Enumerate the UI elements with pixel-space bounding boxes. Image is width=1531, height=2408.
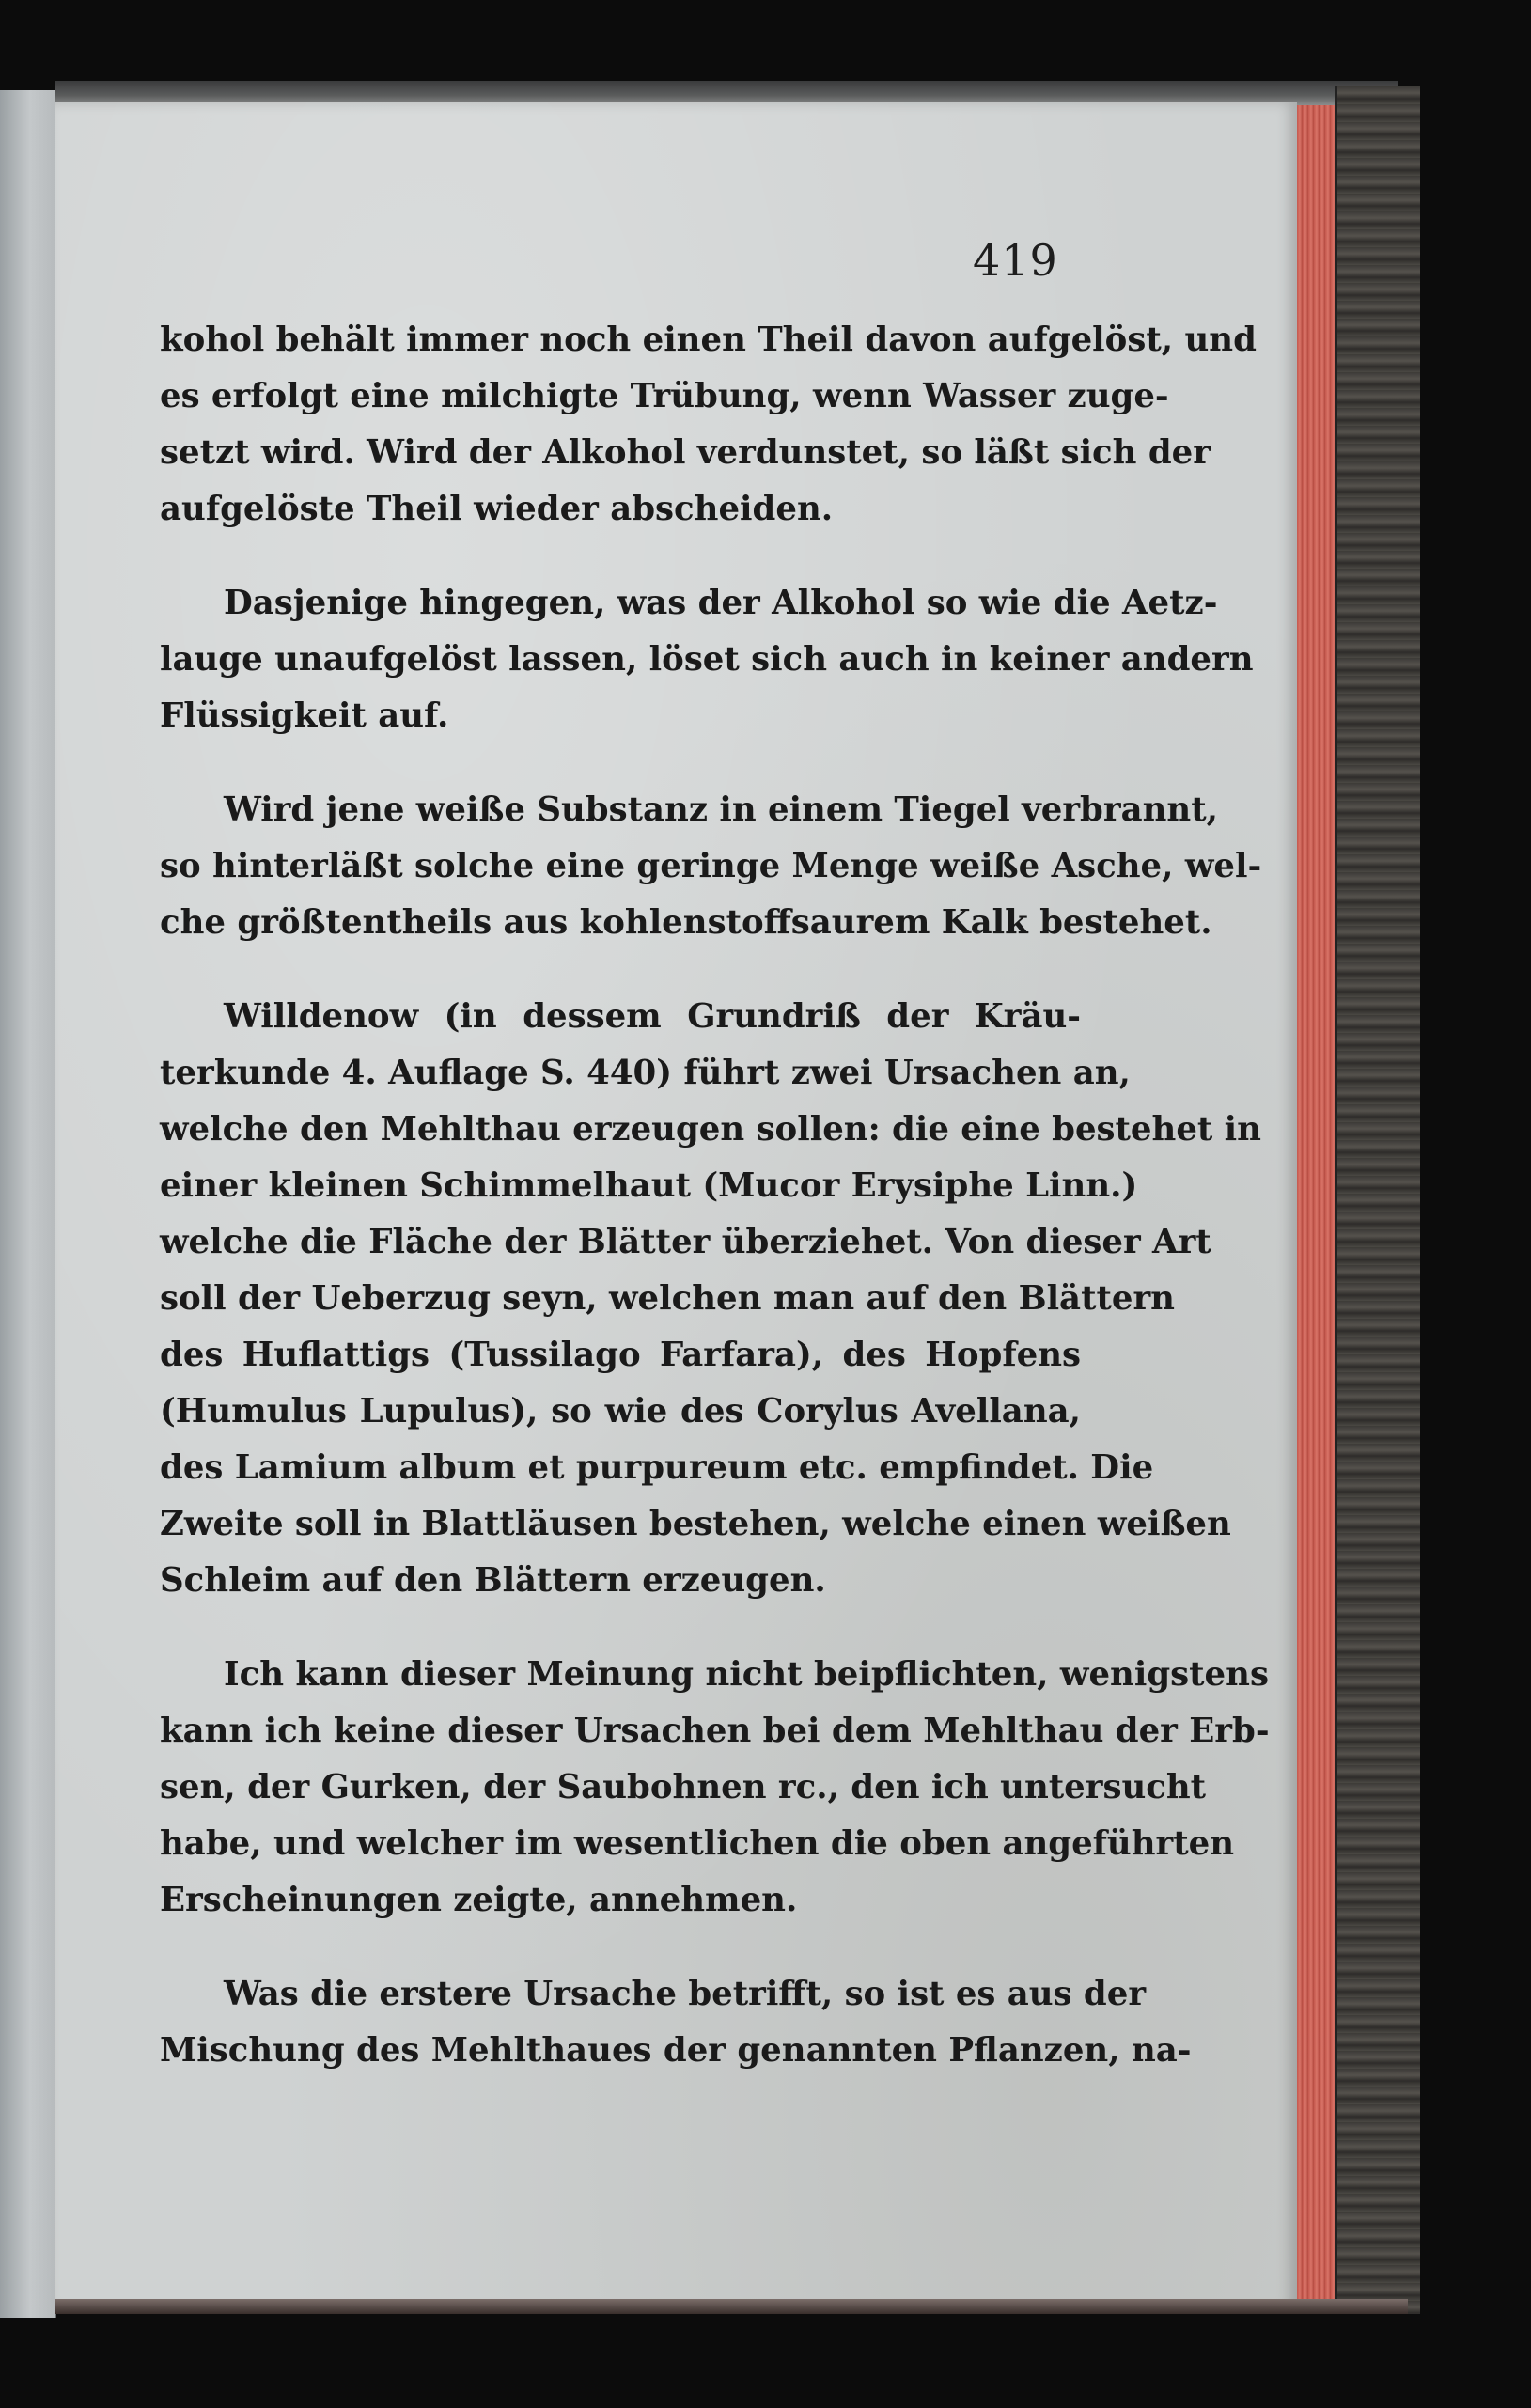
text-line: sen, der Gurken, der Saubohnen rc., den ich untersucht xyxy=(160,1768,1207,1806)
text-line: kann ich keine dieser Ursachen bei dem Mehlthau der Erb- xyxy=(160,1712,1270,1750)
text-line: setzt wird. Wird der Alkohol verdunstet, so läßt sich der xyxy=(160,433,1211,472)
paragraph-gap xyxy=(160,538,1081,575)
previous-page-edge xyxy=(0,90,56,2318)
text-line: Wird jene weiße Substanz in einem Tiegel verbrannt, xyxy=(224,790,1218,829)
paragraph xyxy=(160,312,1257,538)
bottom-edge xyxy=(55,2299,1408,2314)
text-line: Erscheinungen zeigte, annehmen. xyxy=(160,1881,798,1919)
page-number: 419 xyxy=(973,235,1058,286)
paragraph xyxy=(160,1647,1270,1929)
paragraph-gap xyxy=(160,951,1081,989)
paragraph xyxy=(160,575,1254,744)
text-line: des Lamium album et purpureum etc. empfindet. Die xyxy=(160,1448,1154,1487)
text-line: Flüssigkeit auf. xyxy=(160,696,449,735)
page-body-text xyxy=(160,312,1270,2079)
text-line: Dasjenige hingegen, was der Alkohol so wie die Aetz- xyxy=(224,584,1218,622)
text-line: (Humulus Lupulus), so wie des Corylus Avellana, xyxy=(160,1392,1081,1431)
text-line: welche den Mehlthau erzeugen sollen: die eine bestehet in xyxy=(160,1110,1261,1149)
text-line: lauge unaufgelöst lassen, löset sich auch in keiner andern xyxy=(160,640,1254,679)
text-line: aufgelöste Theil wieder abscheiden. xyxy=(160,490,834,528)
text-line: Schleim auf den Blättern erzeugen. xyxy=(160,1561,826,1600)
text-line: Willdenow (in dessem Grundriß der Kräu- xyxy=(224,997,1081,1036)
paragraph xyxy=(160,782,1262,951)
text-line: so hinterläßt solche eine geringe Menge weiße Asche, wel- xyxy=(160,847,1262,885)
text-line: Ich kann dieser Meinung nicht beipflichten, wenigstens xyxy=(224,1655,1269,1694)
text-line: es erfolgt eine milchigte Trübung, wenn Wasser zuge- xyxy=(160,377,1169,415)
text-line: welche die Fläche der Blätter überziehet. Von dieser Art xyxy=(160,1223,1211,1261)
paragraph xyxy=(160,989,1261,1609)
text-line: terkunde 4. Auflage S. 440) führt zwei Ursachen an, xyxy=(160,1054,1131,1092)
text-line: habe, und welcher im wesentlichen die oben angeführten xyxy=(160,1824,1235,1863)
paragraph xyxy=(160,1966,1192,2079)
text-line: Zweite soll in Blattläusen bestehen, welche einen weißen xyxy=(160,1505,1231,1543)
text-line: Mischung des Mehlthaues der genannten Pflanzen, na- xyxy=(160,2031,1192,2070)
paragraph-gap xyxy=(160,744,1081,782)
marbled-cover xyxy=(1335,86,1420,2314)
paragraph-gap xyxy=(160,1929,1081,1966)
text-line: des Huflattigs (Tussilago Farfara), des Hopfens xyxy=(160,1336,1081,1374)
text-line: einer kleinen Schimmelhaut (Mucor Erysiphe Linn.) xyxy=(160,1166,1138,1205)
text-line: soll der Ueberzug seyn, welchen man auf den Blättern xyxy=(160,1279,1175,1318)
text-line: che größtentheils aus kohlenstoffsaurem Kalk bestehet. xyxy=(160,903,1212,942)
paragraph-gap xyxy=(160,1609,1081,1647)
red-page-edges xyxy=(1297,105,1335,2301)
text-line: kohol behält immer noch einen Theil davon aufgelöst, und xyxy=(160,321,1257,359)
text-line: Was die erstere Ursache betrifft, so ist es aus der xyxy=(224,1975,1147,2013)
